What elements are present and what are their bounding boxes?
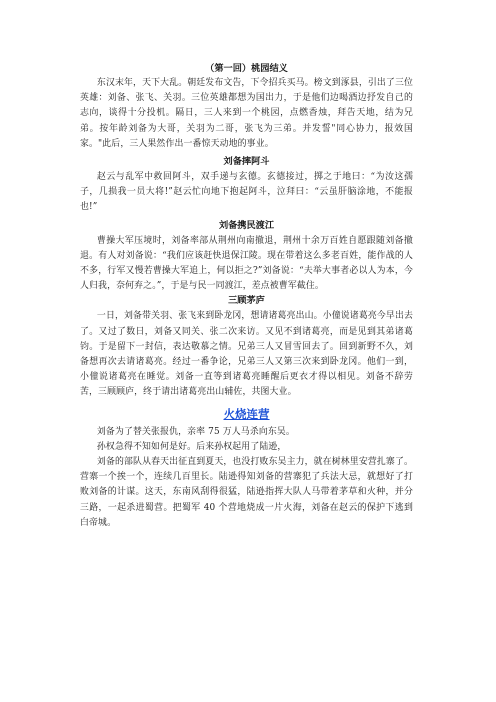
paragraph-huo-shao-2: 孙权急得不知如何是好。后来孙权起用了陆逊，	[96, 441, 287, 452]
paragraph-huo-shao-1: 刘备为了替关张报仇，亲率 75 万人马杀向东吴。	[96, 426, 295, 437]
section-title-xie-min-du-jiang: 刘备携民渡江	[218, 219, 275, 231]
section-title-huo-shao-lian-ying-link[interactable]: 火烧连营	[223, 406, 270, 421]
section-title-san-gu-mao-lu: 三顾茅庐	[228, 295, 265, 307]
paragraph-taoyuan: 东汉末年，天下大乱。朝廷发布文告，下令招兵买马。榜文到涿县，引出了三位英雄：刘备、张飞、关羽。三位英雄都想为国出力，于是他们边喝酒边抒发自己的志向，谈得十分投机。隔日，三人来到一个桃园，点燃香烛，拜告天地，结为兄弟。按年龄刘备为大哥，关羽为二哥，张飞为三弟。并发誓"同心协力，报效国家。"此后，三人果然作出一番惊天动地的事业。	[80, 78, 413, 149]
paragraph-san-gu-mao-lu: 一日，刘备带关羽、张飞来到卧龙冈，想请诸葛亮出山。小僮说诸葛亮今早出去了。又过了数日，刘备又同关、张二次来访。又见不到诸葛亮，而是见到其弟诸葛钧。于是留下一封信，表达敬慕之情。兄弟三人又冒雪回去了。回到新野不久，刘备想再次去请诸葛亮。经过一番争论，兄弟三人又第三次来到卧龙冈。他们一到，小僮说诸葛亮在睡觉。刘备一直等到诸葛亮睡醒后更衣才得以相见。刘备不辞劳苦，三顾顾庐，终于请出诸葛亮出山辅佐，共图大业。	[80, 311, 413, 398]
paragraph-huo-shao-3: 刘备的部队从春天出征直到夏天，也没打败东吴主力，就在树林里安营扎寨了。营寨一个挨一个，连续几百里长。陆逊得知刘备的营寨犯了兵法大忌，就想好了打败刘备的计谋。这天，东南风刮得很猛，陆逊指挥大队人马带着茅草和火种，并分三路，一起杀进蜀营。把蜀军 40 个营地烧成一片火海，刘备在赵云的保护下逃到白帝城。	[80, 457, 413, 528]
paragraph-shuai-adou: 赵云与乱军中救回阿斗，双手递与玄德。玄德接过，掷之于地曰：“为汝这孺子，几损我一员大将!”赵云忙向地下抱起阿斗，泣拜曰：“云虽肝脑涂地，不能报也!”	[80, 172, 413, 213]
paragraph-xie-min-du-jiang: 曹操大军压境时，刘备率部从荆州向南撤退，荆州十余万百姓自愿跟随刘备撤退。有人对刘备说：“我们应该赶快退保江陵。现在带着这么多老百姓，能作战的人不多，行军又慢若曹操大军追上，何以拒之?”刘备说：“夫举大事者必以人为本，今人归我，奈何弃之。”，于是与民一同渡江，差点被曹军截住。	[80, 235, 413, 292]
section-title-shuai-adou: 刘备摔阿斗	[223, 156, 270, 168]
section-title-taoyuan: （第一回）桃园结义	[205, 63, 288, 74]
document-body	[80, 62, 413, 531]
